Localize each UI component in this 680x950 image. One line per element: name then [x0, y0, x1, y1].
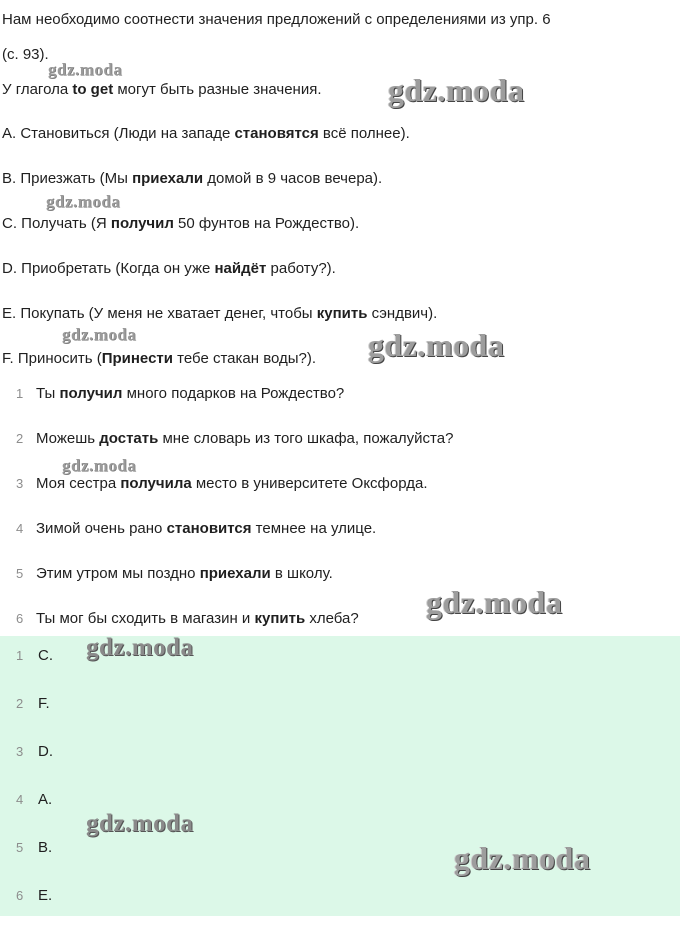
- answer-text: B.: [38, 839, 53, 856]
- definition-bold: получил: [110, 215, 174, 232]
- definition-post: тебе стакан воды?).: [172, 350, 317, 367]
- sentence-bold: получила: [120, 475, 192, 492]
- sentence-bold: купить: [254, 610, 306, 627]
- definition-post: всё полнее).: [318, 125, 410, 142]
- definition-post: 50 фунтов на Рождество).: [173, 215, 360, 232]
- answer-text: C.: [38, 647, 53, 664]
- sentence-bold: становится: [166, 520, 252, 537]
- watermark: gdz.moda: [388, 72, 525, 108]
- sentence-pre: Ты мог бы сходить в магазин и: [36, 610, 255, 627]
- answer-text: A.: [38, 791, 53, 808]
- sentence-post: мне словарь из того шкафа, пожалуйста?: [158, 430, 454, 447]
- answer-number: 3: [16, 744, 24, 759]
- sentence-pre: Ты: [36, 385, 60, 402]
- answer-number: 4: [16, 792, 24, 807]
- definition-pre: E. Покупать (У меня не хватает денег, чтобы: [2, 305, 317, 322]
- sentence-post: темнее на улице.: [251, 520, 377, 537]
- watermark: gdz.moda: [48, 60, 123, 79]
- watermark: gdz.moda: [62, 325, 137, 344]
- definition-bold: купить: [316, 305, 368, 322]
- intro-line-1: Нам необходимо соотнести значения предложений с определениями из упр. 6: [2, 11, 551, 28]
- sentence-text: [36, 564, 333, 584]
- sentence-bold: получил: [59, 385, 123, 402]
- sentence-text: [36, 474, 428, 494]
- watermark: gdz.moda: [86, 634, 194, 661]
- definition-c: [2, 214, 359, 234]
- sentence-text: [36, 519, 376, 539]
- definition-f: [2, 349, 316, 369]
- sentence-pre: Этим утром мы поздно: [36, 565, 200, 582]
- sentence-number: 1: [16, 386, 24, 401]
- definition-b: [2, 169, 382, 189]
- answer-text: D.: [38, 743, 53, 760]
- sentence-number: 6: [16, 611, 24, 626]
- answer-number: 2: [16, 696, 24, 711]
- definition-pre: A. Становиться (Люди на западе: [2, 125, 235, 142]
- definition-pre: F. Приносить (: [2, 350, 102, 367]
- watermark: gdz.moda: [62, 456, 137, 475]
- answer-text: F.: [38, 695, 50, 712]
- intro-line-3: [2, 80, 322, 100]
- definition-a: [2, 124, 410, 144]
- intro-line-3-post: могут быть разные значения.: [113, 81, 322, 98]
- intro-line-3-bold: to get: [72, 81, 114, 98]
- intro-line-3-pre: У глагола: [2, 81, 73, 98]
- sentence-post: много подарков на Рождество?: [122, 385, 345, 402]
- definition-bold: становятся: [234, 125, 319, 142]
- sentence-post: место в университете Оксфорда.: [191, 475, 428, 492]
- answer-text: E.: [38, 887, 53, 904]
- definition-bold: приехали: [132, 170, 204, 187]
- answer-number: 1: [16, 648, 24, 663]
- definition-bold: Принести: [101, 350, 173, 367]
- definition-post: сэндвич).: [367, 305, 438, 322]
- sentence-number: 5: [16, 566, 24, 581]
- definition-post: домой в 9 часов вечера).: [203, 170, 383, 187]
- sentence-text: [36, 384, 344, 404]
- definition-pre: D. Приобретать (Когда он уже: [2, 260, 215, 277]
- watermark: gdz.moda: [368, 327, 505, 363]
- definition-pre: B. Приезжать (Мы: [2, 170, 133, 187]
- watermark: gdz.moda: [426, 584, 563, 620]
- sentence-pre: Можешь: [36, 430, 100, 447]
- sentence-number: 3: [16, 476, 24, 491]
- sentence-text: [36, 609, 359, 629]
- definition-pre: C. Получать (Я: [2, 215, 111, 232]
- sentence-number: 4: [16, 521, 24, 536]
- watermark: gdz.moda: [454, 840, 591, 876]
- answer-number: 6: [16, 888, 24, 903]
- intro-line-2: (с. 93).: [2, 46, 49, 63]
- sentence-bold: приехали: [199, 565, 271, 582]
- answer-number: 5: [16, 840, 24, 855]
- definition-d: [2, 259, 336, 279]
- sentence-post: в школу.: [270, 565, 333, 582]
- watermark: gdz.moda: [46, 192, 121, 211]
- definition-e: [2, 304, 437, 324]
- sentence-post: хлеба?: [305, 610, 359, 627]
- definition-bold: найдёт: [214, 260, 267, 277]
- sentence-pre: Зимой очень рано: [36, 520, 167, 537]
- sentence-bold: достать: [99, 430, 159, 447]
- definition-post: работу?).: [266, 260, 336, 277]
- sentence-pre: Моя сестра: [36, 475, 121, 492]
- watermark: gdz.moda: [86, 810, 194, 837]
- sentence-text: [36, 429, 453, 449]
- sentence-number: 2: [16, 431, 24, 446]
